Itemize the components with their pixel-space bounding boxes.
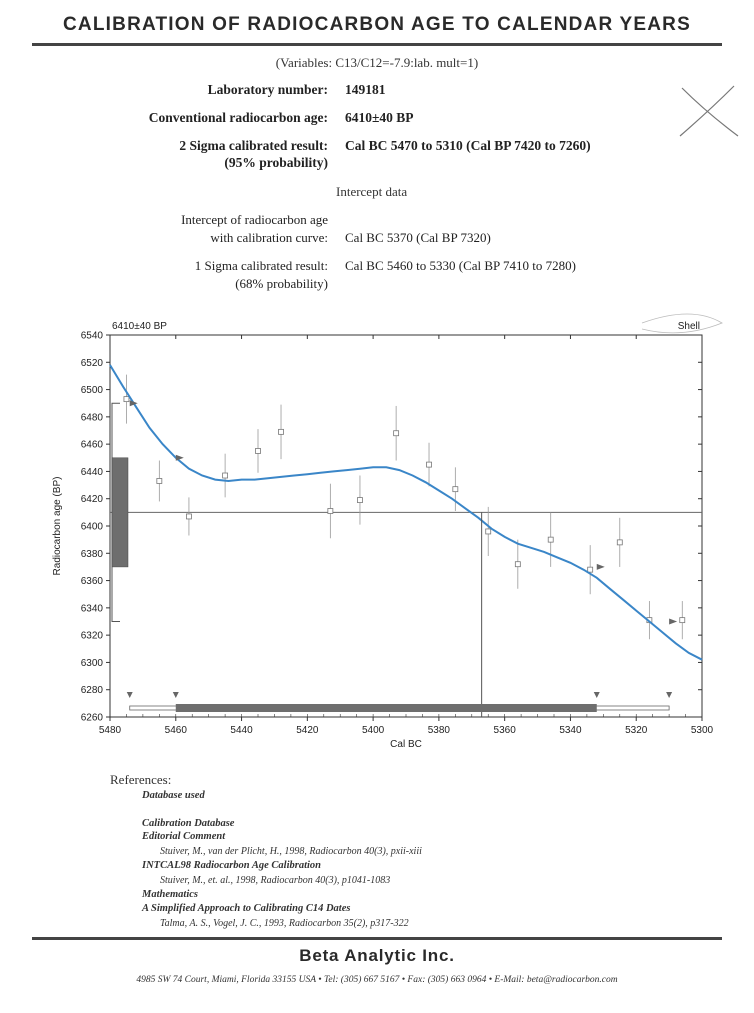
- one-sigma-age-bar: [112, 458, 128, 567]
- reference-editorial-comment: Editorial Comment: [142, 831, 226, 842]
- x-tick-label: 5300: [690, 725, 714, 736]
- data-point-marker: [453, 487, 458, 492]
- reference-citation-3: Talma, A. S., Vogel, J. C., 1993, Radiocarbon 35(2), p317-322: [160, 918, 409, 929]
- intercept-label-line2: with calibration curve:: [210, 230, 328, 245]
- x-tick-label: 5420: [296, 725, 319, 736]
- plot-frame: [110, 335, 702, 717]
- intercept-value: Cal BC 5370 (Cal BP 7320): [345, 230, 491, 245]
- data-point-marker: [256, 448, 261, 453]
- calibration-chart-svg: [40, 310, 730, 770]
- references-heading: References:: [110, 772, 172, 787]
- one-sigma-probability: (68% probability): [235, 276, 328, 291]
- bottom-divider: [32, 937, 722, 940]
- data-point-marker: [357, 498, 362, 503]
- data-point-marker: [617, 540, 622, 545]
- data-point-marker: [515, 562, 520, 567]
- y-tick-label: 6440: [80, 466, 103, 478]
- y-tick-label: 6540: [80, 330, 103, 342]
- data-point-marker: [124, 397, 129, 402]
- y-tick-label: 6480: [80, 412, 103, 424]
- conventional-age-label: Conventional radiocarbon age:: [148, 110, 328, 125]
- range-flag: [130, 400, 138, 406]
- data-point-marker: [588, 567, 593, 572]
- two-sigma-label: 2 Sigma calibrated result:: [179, 138, 328, 153]
- y-tick-label: 6360: [80, 576, 103, 588]
- page-title: CALIBRATION OF RADIOCARBON AGE TO CALENDAR YEARS: [63, 14, 691, 35]
- reference-simplified-approach: A Simplified Approach to Calibrating C14 Dates: [142, 903, 351, 914]
- reference-database-used: Database used: [142, 790, 205, 801]
- corner-label: Shell: [677, 321, 700, 332]
- data-point-marker: [427, 462, 432, 467]
- intercept-heading: Intercept data: [336, 184, 408, 199]
- reference-intcal98: INTCAL98 Radiocarbon Age Calibration: [142, 860, 322, 871]
- data-point-marker: [223, 473, 228, 478]
- range-marker: [127, 692, 133, 698]
- y-tick-label: 6520: [80, 357, 103, 369]
- variables-line: (Variables: C13/C12=-7.9:lab. mult=1): [275, 55, 479, 70]
- x-tick-label: 5340: [559, 725, 582, 736]
- y-tick-label: 6320: [80, 630, 103, 642]
- lab-number-label: Laboratory number:: [207, 82, 328, 97]
- data-point-marker: [394, 431, 399, 436]
- y-tick-label: 6280: [80, 685, 103, 697]
- y-tick-label: 6300: [80, 657, 103, 669]
- top-divider: [32, 43, 722, 46]
- reference-citation-2: Stuiver, M., et. al., 1998, Radiocarbon 40(3), p1041-1083: [160, 875, 391, 886]
- one-sigma-value: Cal BC 5460 to 5330 (Cal BP 7410 to 7280): [345, 258, 576, 273]
- data-point-marker: [328, 508, 333, 513]
- company-name: Beta Analytic Inc.: [299, 946, 455, 965]
- conventional-age-value: 6410±40 BP: [345, 110, 414, 125]
- x-tick-label: 5360: [493, 725, 516, 736]
- reference-citation-1: Stuiver, M., van der Plicht, H., 1998, Radiocarbon 40(3), pxii-xiii: [160, 846, 422, 857]
- two-sigma-probability: (95% probability): [224, 155, 328, 170]
- y-tick-label: 6260: [80, 712, 103, 724]
- x-tick-label: 5400: [361, 725, 385, 736]
- y-tick-label: 6420: [80, 494, 103, 506]
- y-tick-label: 6400: [80, 521, 103, 533]
- range-flag: [597, 564, 605, 570]
- two-sigma-value: Cal BC 5470 to 5310 (Cal BP 7420 to 7260): [345, 138, 591, 153]
- reference-mathematics: Mathematics: [142, 889, 199, 900]
- range-marker: [173, 692, 179, 698]
- x-tick-label: 5320: [625, 725, 648, 736]
- company-address: 4985 SW 74 Court, Miami, Florida 33155 USA • Tel: (305) 667 5167 • Fax: (305) 663 0964 • E-Mail: beta@radiocarbon.com: [136, 975, 618, 985]
- calibration-chart: [40, 310, 730, 770]
- lab-number-value: 149181: [345, 82, 386, 97]
- data-point-marker: [680, 618, 685, 623]
- x-axis-label: Cal BC: [390, 739, 422, 750]
- intercept-label-line1: Intercept of radiocarbon age: [181, 212, 328, 227]
- one-sigma-calendar-range: [176, 704, 597, 712]
- y-axis-label: Radiocarbon age (BP): [52, 476, 63, 576]
- data-point-marker: [279, 429, 284, 434]
- data-point-marker: [486, 529, 491, 534]
- x-tick-label: 5440: [230, 725, 253, 736]
- one-sigma-label: 1 Sigma calibrated result:: [194, 258, 328, 273]
- data-point-marker: [186, 514, 191, 519]
- data-point-marker: [548, 537, 553, 542]
- range-marker: [666, 692, 672, 698]
- y-tick-label: 6340: [80, 603, 103, 615]
- x-tick-label: 5460: [164, 725, 187, 736]
- y-tick-label: 6500: [80, 385, 103, 397]
- y-tick-label: 6380: [80, 548, 103, 560]
- chart-title: 6410±40 BP: [112, 321, 167, 332]
- y-tick-label: 6460: [80, 439, 103, 451]
- range-flag: [669, 619, 677, 625]
- x-tick-label: 5480: [98, 725, 122, 736]
- x-tick-label: 5380: [427, 725, 451, 736]
- data-point-marker: [157, 478, 162, 483]
- handwritten-x-mark: [676, 82, 742, 140]
- reference-calibration-database: Calibration Database: [142, 818, 235, 829]
- range-marker: [594, 692, 600, 698]
